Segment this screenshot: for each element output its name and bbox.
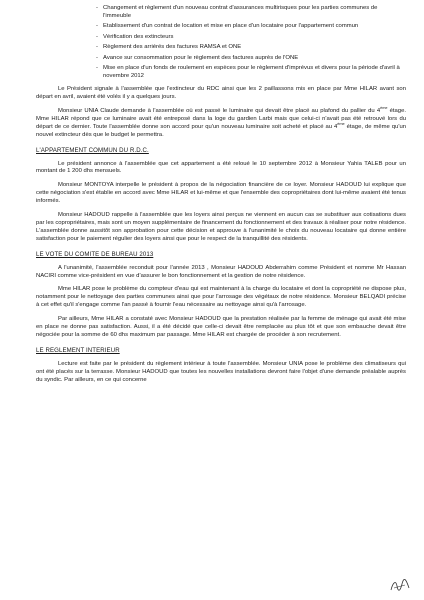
list-item: - Règlement des arriérés des factures RAMSA et ONE (96, 44, 406, 52)
list-item: - Vérification des extincteurs (96, 34, 406, 42)
signature-mark (388, 576, 412, 594)
paragraph-extincteur: Le Président signale à l'assemblée que l'extincteur du RDC ainsi que les 2 paillassons mis en place par Mme HILAR avant son départ en avril, avaient été volés il y a quelques jours. (36, 86, 406, 101)
text-run: Monsieur UNIA Claude demande à l'assemblée où est passé le luminaire qui devait être placé au plafond du pallier du 4 (58, 108, 381, 115)
paragraph: Par ailleurs, Mme HILAR a constaté avec Monsieur HADOUD que la prestation réalisée par la femme de ménage qui avait été mise en place ne donne pas satisfaction. Aussi, il a été décidé que celle-ci devait être remplacée au plus tôt et que son embauche devait être négociée pour la somme de 60 dhs maximum par passage. Mme HILAR est chargée de procéder à son recrutement. (36, 316, 406, 338)
paragraph: Lecture est faite par le président du règlement intérieur à toute l'assemblée. Monsieur UNIA pose le problème des climatiseurs qui ont été placés sur la terrasse. Monsieur HADOUD que toutes les nouvelles installations devront faire l'objet d'une demande préalable auprès du syndic. Par ailleurs, en ce qui concerne (36, 360, 406, 383)
paragraph: A l'unanimité, l'assemblée reconduit pour l'année 2013 , Monsieur HADOUD Abderrahim comme Président et nomme Mr Hassan NACIRI comme vice-président en vue d'assurer le bon fonctionnement et la gestion de notre résidence. (36, 264, 406, 279)
superscript: ème (337, 121, 345, 126)
paragraph: Monsieur MONTOYA interpelle le président à propos de la négociation financière de ce loyer. Monsieur HADOUD lui explique que cette négociation s'est établie en accord avec Mme HILAR et lui-même et que l'ensemble des copropriétaires dont lui-même avaient été tenus informés. (36, 182, 406, 205)
paragraph: Monsieur HADOUD rappelle à l'assemblée que les loyers ainsi perçus ne viennent en aucun cas se substituer aux cotisations dues par les copropriétaires, mais sont un moyen supplémentaire de financement du fonctionnement et des travaux à réaliser pour notre résidence. L'assemblée donne aussitôt son approbation pour cette décision et approuve à l'unanimité le choix du nouveau locataire qui donne entière satisfaction pour le paiement régulier des loyers ainsi que pour le respect de la tranquillité des résidents. (36, 212, 407, 242)
paragraph: Mme HILAR pose le problème du compteur d'eau qui est maintenant à la charge du locataire et dont la copropriété ne dispose plus, notamment pour le nettoyage des parties communes ainsi que pour l'arrosage des végétaux de notre résidence. Monsieur BELQADI précise à cet effet qu'il s'engage comme l'an passé à fournir l'eau nécessaire au nettoyage ainsi qu'à l'arrosage. (36, 286, 406, 309)
text-run: étage. Mme HILAR répond que ce luminaire avait été entreposé dans la loge du gardien Larbi mais que celui-ci n'avait pas été retrouvé lors du départ de ce dernier. Toute l'assemblée donne son accord pour qu'un nouveau luminaire soit acheté et placé au 4 (36, 108, 406, 130)
agenda-list (36, 5, 406, 81)
section-heading-appartement: L'APPARTEMENT COMMUN DU R.D.C. (36, 146, 149, 154)
paragraph-luminaire (36, 108, 406, 140)
section-heading-reglement: LE REGLEMENT INTERIEUR (36, 346, 120, 354)
text-run: étage, de même qu'un nouvel extincteur dès que le budget le permettra. (36, 123, 406, 138)
list-item: - Avance sur consommation pour le règlement des factures auprès de l'ONE (96, 55, 406, 63)
list-item: - Changement et règlement d'un nouveau contrat d'assurances multirisques pour les parties communes de l'immeuble (96, 5, 406, 21)
superscript: ème (380, 106, 388, 111)
paragraph: Le président annonce à l'assemblée que cet appartement a été reloué le 10 septembre 2012 à Monsieur Yahia TALEB pour un montant de 1 200 dhs mensuels. (36, 160, 406, 175)
section-heading-bureau: LE VOTE DU COMITE DE BUREAU 2013 (36, 250, 154, 258)
list-item: - Mise en place d'un fonds de roulement en espèces pour le règlement d'imprévus et divers pour la période d'avril à novembre 2012 (96, 65, 406, 81)
list-item: - Etablissement d'un contrat de location et mise en place d'un locataire pour l'appartement commun (96, 23, 406, 31)
